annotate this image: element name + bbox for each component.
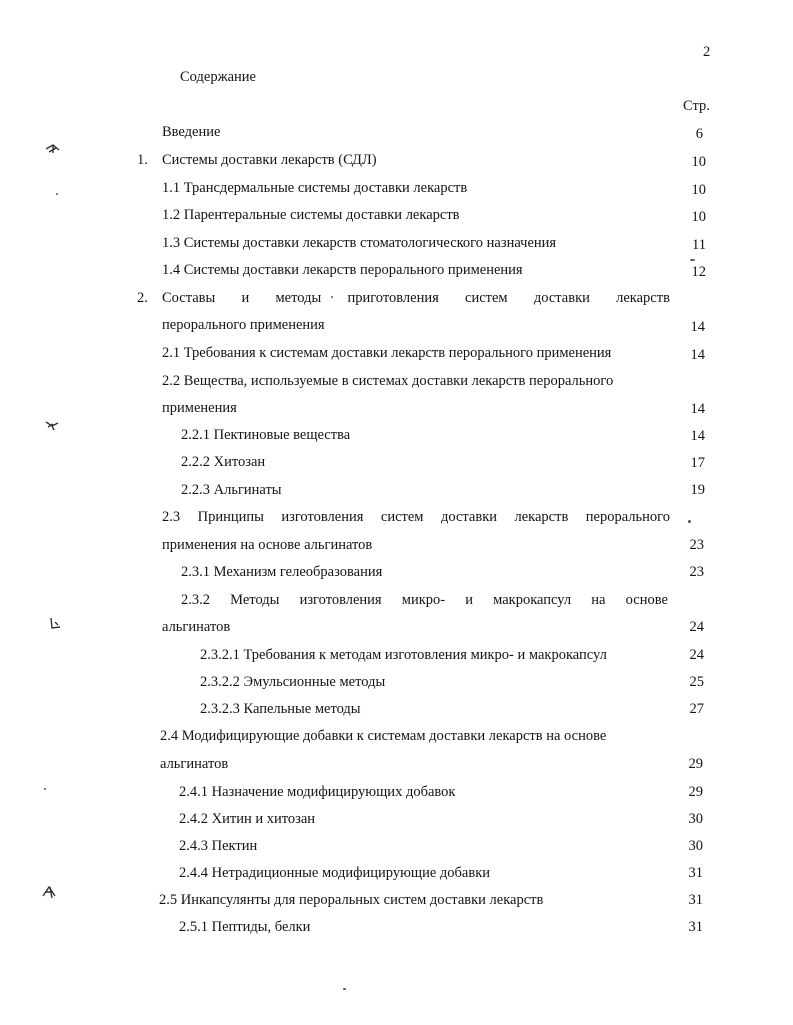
toc-page-2-2-2: 17	[690, 455, 705, 471]
toc-page-2-4: 29	[688, 756, 703, 772]
page-title: Содержание	[180, 69, 256, 85]
toc-word: доставки	[440, 509, 497, 525]
toc-page-2-1: 14	[690, 347, 705, 363]
toc-entry-2-4-2: 2.4.2 Хитин и хитозан	[179, 811, 316, 827]
toc-entry-2-1: 2.1 Требования к системам доставки лекарств перорального применения	[162, 345, 612, 361]
toc-word: перорального	[585, 509, 670, 525]
toc-entry-2-4-3: 2.4.3 Пектин	[179, 838, 258, 854]
toc-entry-2-2-3: 2.2.3 Альгинаты	[181, 482, 282, 498]
scan-speck	[688, 520, 691, 523]
toc-word: и	[241, 290, 250, 306]
scan-speck	[44, 788, 46, 790]
toc-entry-2-3-2-3: 2.3.2.3 Капельные методы	[200, 701, 361, 717]
toc-page-1-3: 11	[692, 237, 706, 253]
toc-page-2-5-1: 31	[688, 919, 703, 935]
toc-entry-2-3-2-2: 2.3.2.2 Эмульсионные методы	[200, 674, 386, 690]
toc-page-2-3: 23	[689, 537, 704, 553]
toc-page-intro: 6	[695, 126, 703, 142]
toc-entry-1-2: 1.2 Парентеральные системы доставки лекарств	[162, 207, 460, 223]
scan-mark-icon	[44, 142, 62, 156]
toc-page-1-4: 12	[691, 264, 706, 280]
toc-page-2-2: 14	[690, 401, 705, 417]
toc-word: 2.3.2	[181, 592, 210, 608]
toc-word: систем	[380, 509, 424, 525]
pages-column-header: Стр.	[683, 98, 710, 114]
toc-page-2-2-3: 19	[690, 482, 705, 498]
toc-word: изготовления	[281, 509, 364, 525]
toc-page-2-3-2-2: 25	[689, 674, 704, 690]
toc-entry-2-5: 2.5 Инкапсулянты для пероральных систем доставки лекарств	[159, 892, 544, 908]
toc-page-2-3-2: 24	[689, 619, 704, 635]
toc-page-1: 10	[691, 154, 706, 170]
toc-word: основе	[625, 592, 668, 608]
toc-entry-2-2-1: 2.2.1 Пектиновые вещества	[181, 427, 351, 443]
toc-entry-2-line2: перорального применения	[162, 317, 325, 333]
toc-page-2: 14	[690, 319, 705, 335]
toc-entry-2-4-1: 2.4.1 Назначение модифицирующих добавок	[179, 784, 456, 800]
scan-mark-icon	[46, 616, 64, 632]
toc-page-2-3-2-1: 24	[689, 647, 704, 663]
toc-entry-1: Системы доставки лекарств (СДЛ)	[162, 152, 377, 168]
toc-entry-2-4-line1: 2.4 Модифицирующие добавки к системам доставки лекарств на основе	[160, 728, 607, 744]
toc-word: 2.3	[162, 509, 181, 525]
scan-speck	[343, 988, 346, 990]
toc-page-2-5: 31	[688, 892, 703, 908]
toc-num-1: 1.	[137, 152, 148, 168]
toc-entry-2-2-2: 2.2.2 Хитозан	[181, 454, 266, 470]
toc-entry-2-3-2-line1	[181, 592, 668, 609]
toc-word: Принципы	[197, 509, 264, 525]
toc-word: лекарств	[514, 509, 569, 525]
scan-speck	[56, 193, 58, 195]
toc-entry-2-2-line1: 2.2 Вещества, используемые в системах доставки лекарств перорального	[162, 373, 614, 389]
toc-entry-2-3-2-line2: альгинатов	[162, 619, 231, 635]
toc-entry-1-1: 1.1 Трансдермальные системы доставки лекарств	[162, 180, 468, 196]
toc-entry-2-2-line2: применения	[162, 400, 237, 416]
toc-word: микро-	[401, 592, 446, 608]
toc-entry-1-3: 1.3 Системы доставки лекарств стоматологического назначения	[162, 235, 557, 251]
toc-word: на	[591, 592, 606, 608]
toc-page-2-4-4: 31	[688, 865, 703, 881]
scan-speck	[690, 259, 695, 261]
toc-entry-1-4: 1.4 Системы доставки лекарств перорального применения	[162, 262, 523, 278]
toc-page-2-2-1: 14	[690, 428, 705, 444]
scan-mark-icon	[44, 418, 62, 432]
toc-entry-2-3-2-1: 2.3.2.1 Требования к методам изготовления микро- и макрокапсул	[200, 647, 607, 663]
toc-word: систем	[465, 290, 508, 306]
toc-num-2: 2.	[137, 290, 148, 306]
toc-entry-2-5-1: 2.5.1 Пептиды, белки	[179, 919, 311, 935]
toc-page-2-4-1: 29	[688, 784, 703, 800]
toc-page-2-3-2-3: 27	[689, 701, 704, 717]
toc-entry-2-line1	[162, 290, 670, 307]
toc-word: изготовления	[299, 592, 382, 608]
toc-word: доставки	[533, 290, 590, 306]
toc-word: методы	[275, 290, 322, 306]
page-number: 2	[703, 44, 711, 60]
toc-page-1-2: 10	[691, 209, 706, 225]
scan-mark-icon	[40, 884, 60, 900]
toc-entry-2-3-line1	[162, 509, 670, 526]
toc-page-2-3-1: 23	[689, 564, 704, 580]
toc-entry-2-3-1: 2.3.1 Механизм гелеобразования	[181, 564, 383, 580]
toc-word: макрокапсул	[493, 592, 572, 608]
toc-page-2-4-3: 30	[688, 838, 703, 854]
scan-speck	[331, 296, 333, 298]
toc-entry-intro: Введение	[162, 124, 221, 140]
toc-word: приготовления	[347, 290, 439, 306]
toc-page-1-1: 10	[691, 182, 706, 198]
toc-word: лекарств	[616, 290, 670, 306]
toc-word: Методы	[230, 592, 280, 608]
toc-page-2-4-2: 30	[688, 811, 703, 827]
toc-word: Составы	[162, 290, 216, 306]
toc-word: и	[465, 592, 473, 608]
toc-entry-2-4-4: 2.4.4 Нетрадиционные модифицирующие добавки	[179, 865, 490, 881]
toc-entry-2-4-line2: альгинатов	[160, 756, 229, 772]
toc-entry-2-3-line2: применения на основе альгинатов	[162, 537, 373, 553]
